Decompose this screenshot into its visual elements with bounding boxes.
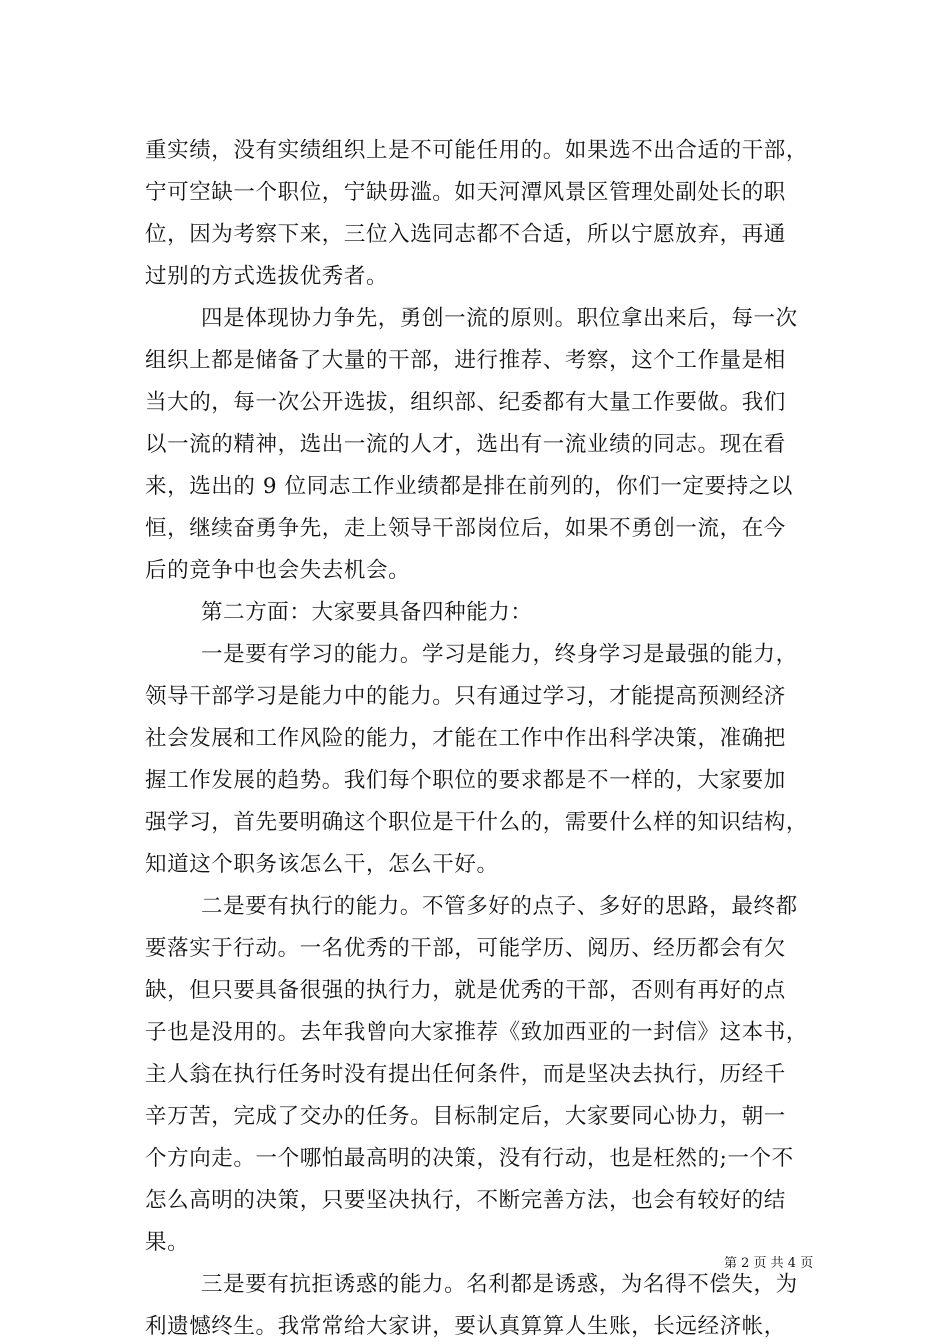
- paragraph-start-line: 三是要有抗拒诱惑的能力。名利都是诱惑，为名得不偿失，为: [201, 1272, 798, 1297]
- paragraph-start-line: 二是要有执行的能力。不管多好的点子、多好的思路，最终都: [201, 894, 798, 919]
- text-line: 社会发展和工作风险的能力，才能在工作中作出科学决策，准确把: [145, 726, 786, 751]
- text-line: 来，选出的 9 位同志工作业绩都是排在前列的，你们一定要持之以: [145, 474, 793, 499]
- text-line: 利遗憾终生。我常常给大家讲，要认真算算人生账，长远经济帐，: [145, 1314, 786, 1339]
- text-line: 个方向走。一个哪怕最高明的决策，没有行动，也是枉然的;一个不: [145, 1146, 794, 1171]
- text-line: 后的竞争中也会失去机会。: [145, 558, 411, 583]
- text-line: 恒，继续奋勇争先，走上领导干部岗位后，如果不勇创一流，在今: [145, 516, 786, 541]
- text-line: 重实绩，没有实绩组织上是不可能任用的。如果选不出合适的干部，: [145, 138, 809, 163]
- text-line: 知道这个职务该怎么干，怎么干好。: [145, 852, 499, 877]
- text-line: 果。: [145, 1230, 190, 1255]
- paragraph-start-line: 一是要有学习的能力。学习是能力，终身学习是最强的能力，: [201, 642, 798, 667]
- text-line: 以一流的精神，选出一流的人才，选出有一流业绩的同志。现在看: [145, 432, 786, 457]
- text-line: 主人翁在执行任务时没有提出任何条件，而是坚决去执行，历经千: [145, 1062, 786, 1087]
- text-line: 过别的方式选拔优秀者。: [145, 264, 389, 289]
- text-line: 位，因为考察下来，三位入选同志都不合适，所以宁愿放弃，再通: [145, 222, 786, 247]
- text-line: 要落实于行动。一名优秀的干部，可能学历、阅历、经历都会有欠: [145, 936, 786, 961]
- text-line: 当大的，每一次公开选拔，组织部、纪委都有大量工作要做。我们: [145, 390, 786, 415]
- paragraph-start-line: 四是体现协力争先，勇创一流的原则。职位拿出来后，每一次: [201, 306, 798, 331]
- text-line: 宁可空缺一个职位，宁缺毋滥。如天河潭风景区管理处副处长的职: [145, 180, 786, 205]
- text-line: 强学习，首先要明确这个职位是干什么的，需要什么样的知识结构，: [145, 810, 809, 835]
- page-footer: 第 2 页 共 4 页: [724, 1256, 814, 1271]
- text-line: 握工作发展的趋势。我们每个职位的要求都是不一样的，大家要加: [145, 768, 786, 793]
- text-line: 缺，但只要具备很强的执行力，就是优秀的干部，否则有再好的点: [145, 978, 786, 1003]
- text-line: 辛万苦，完成了交办的任务。目标制定后，大家要同心协力，朝一: [145, 1104, 786, 1129]
- section-heading: 第二方面：大家要具备四种能力：: [201, 600, 533, 625]
- text-line: 领导干部学习是能力中的能力。只有通过学习，才能提高预测经济: [145, 684, 786, 709]
- text-line: 子也是没用的。去年我曾向大家推荐《致加西亚的一封信》这本书，: [145, 1020, 809, 1045]
- text-line: 怎么高明的决策，只要坚决执行，不断完善方法，也会有较好的结: [145, 1188, 786, 1213]
- text-line: 组织上都是储备了大量的干部，进行推荐、考察，这个工作量是相: [145, 348, 786, 373]
